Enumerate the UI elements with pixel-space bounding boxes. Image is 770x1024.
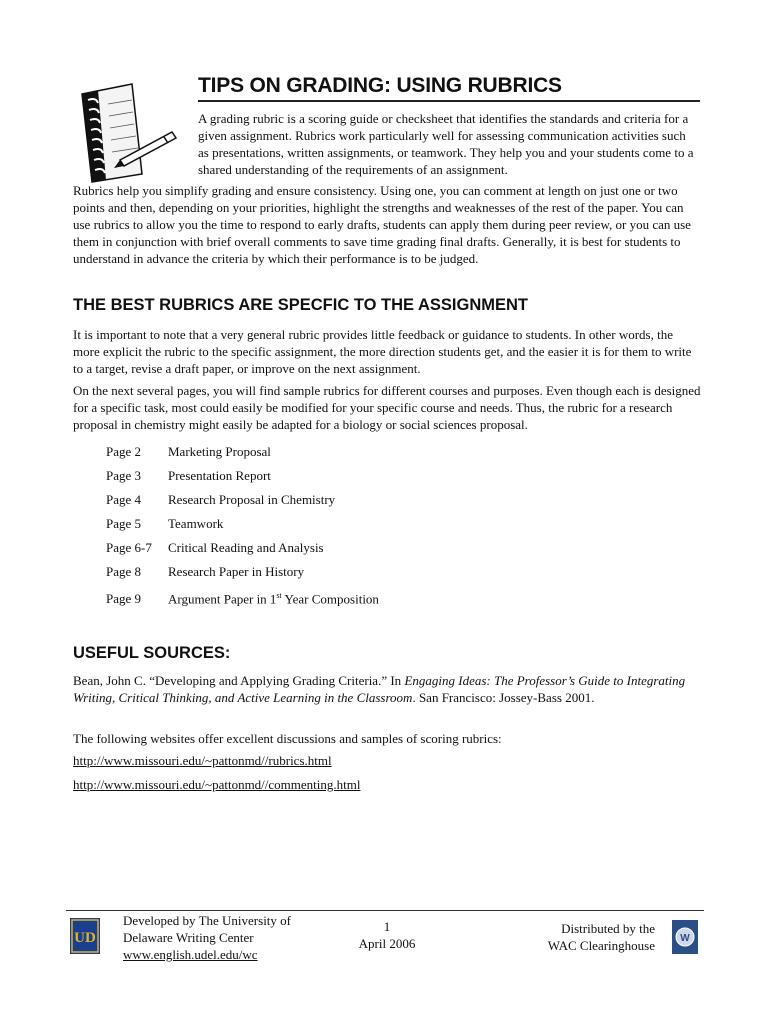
commenting-link[interactable]: http://www.missouri.edu/~pattonmd//commenting.html — [73, 777, 361, 792]
university-delaware-logo-icon — [70, 918, 100, 954]
toc-item — [106, 587, 379, 607]
toc-title-rest: Year Composition — [281, 591, 379, 607]
footer-distributor — [520, 920, 655, 954]
footer-right-line1: Distributed by the — [561, 921, 655, 936]
toc-item — [106, 467, 271, 484]
toc-title: Teamwork — [168, 516, 224, 531]
toc-page: Page 8 — [106, 564, 142, 579]
toc-page: Page 2 — [106, 444, 142, 459]
toc-title: Research Paper in History — [168, 564, 305, 579]
footer-left-line1: Developed by The University of — [123, 913, 291, 928]
reference-book-title: Engaging Ideas: The Professor’s Guide to Integrating Writing, Critical Thinking, and Active Learning in the Classroom — [73, 673, 686, 705]
rubrics-link[interactable]: http://www.missouri.edu/~pattonmd//rubrics.html — [73, 753, 332, 768]
websites-intro: The following websites offer excellent discussions and samples of scoring rubrics: — [73, 731, 502, 746]
toc-page: Page 9 — [106, 591, 142, 607]
intro-paragraph: A grading rubric is a scoring guide or checksheet that identifies the standards and criteria for a given assignment. Rubrics work particularly well for assessing communication activities such as presentations, written assignments, or teamwork. They help you and your students come to a shared understanding of the requirements of an assignment. — [198, 111, 694, 177]
ud-logo-text: UD — [74, 930, 96, 946]
toc-item — [106, 563, 304, 580]
wac-clearinghouse-logo-icon — [672, 920, 698, 954]
toc-page: Page 6-7 — [106, 540, 152, 555]
toc-item — [106, 539, 324, 556]
toc-title: Research Proposal in Chemistry — [168, 492, 336, 507]
notebook-pencil-icon — [72, 74, 184, 186]
toc-page: Page 4 — [106, 492, 142, 507]
toc-title: Presentation Report — [168, 468, 271, 483]
rubrics-help-paragraph: Rubrics help you simplify grading and ensure consistency. Using one, you can comment at length on just one or two points and then, depending on your priorities, highlight the strengths and weaknesses of the rest of the paper. You can use rubrics to allow you the time to respond to early drafts, students can apply them during peer review, or you can use them in conjunction with brief overall comments to save time grading final drafts. Generally, it is best for students to understand in advance the criteria by which their performance is to be judged. — [73, 183, 691, 266]
reference-publisher: . San Francisco: Jossey-Bass 2001. — [412, 690, 595, 705]
general-rubric-paragraph: It is important to note that a very general rubric provides little feedback or guidance to students. In other words, the more explicit the rubric to the specific assignment, the more direction students get, and the easier it is for them to write to a target, revise a draft paper, or improve on the next assignment. — [73, 327, 692, 376]
wac-logo-text: W — [680, 933, 690, 944]
footer-date: April 2006 — [358, 936, 416, 951]
page-title: TIPS ON GRADING: USING RUBRICS — [198, 74, 562, 97]
footer-left-line2: Delaware Writing Center — [123, 930, 254, 945]
footer-divider — [66, 910, 704, 911]
reference-entry — [73, 672, 701, 706]
toc-page: Page 3 — [106, 468, 142, 483]
title-underline — [198, 100, 700, 102]
toc-page: Page 5 — [106, 516, 142, 531]
section-heading-useful-sources: USEFUL SOURCES: — [73, 644, 231, 662]
reference-author: Bean, John C. “Developing and Applying Grading Criteria.” In — [73, 673, 405, 688]
toc-title: Marketing Proposal — [168, 444, 271, 459]
toc-item — [106, 491, 335, 508]
footer-page-info — [342, 918, 432, 952]
toc-title: Argument Paper in 1 — [168, 591, 277, 607]
footer-right-line2: WAC Clearinghouse — [547, 938, 655, 953]
page-number: 1 — [383, 919, 391, 934]
toc-title: Critical Reading and Analysis — [168, 540, 324, 555]
toc-item — [106, 443, 271, 460]
toc-item — [106, 515, 223, 532]
sample-rubrics-paragraph: On the next several pages, you will find sample rubrics for different courses and purposes. Even though each is designed for a specific task, most could easily be modified for your specific course and needs. Thus, the rubric for a research proposal in chemistry might easily be adapted for a biology or social sciences proposal. — [73, 383, 701, 432]
writing-center-link[interactable]: www.english.udel.edu/wc — [123, 947, 258, 962]
toc-title-superscript: st — [276, 591, 282, 600]
section-heading-best-rubrics: THE BEST RUBRICS ARE SPECFIC TO THE ASSIGNMENT — [73, 296, 529, 314]
footer-developer — [123, 912, 291, 963]
